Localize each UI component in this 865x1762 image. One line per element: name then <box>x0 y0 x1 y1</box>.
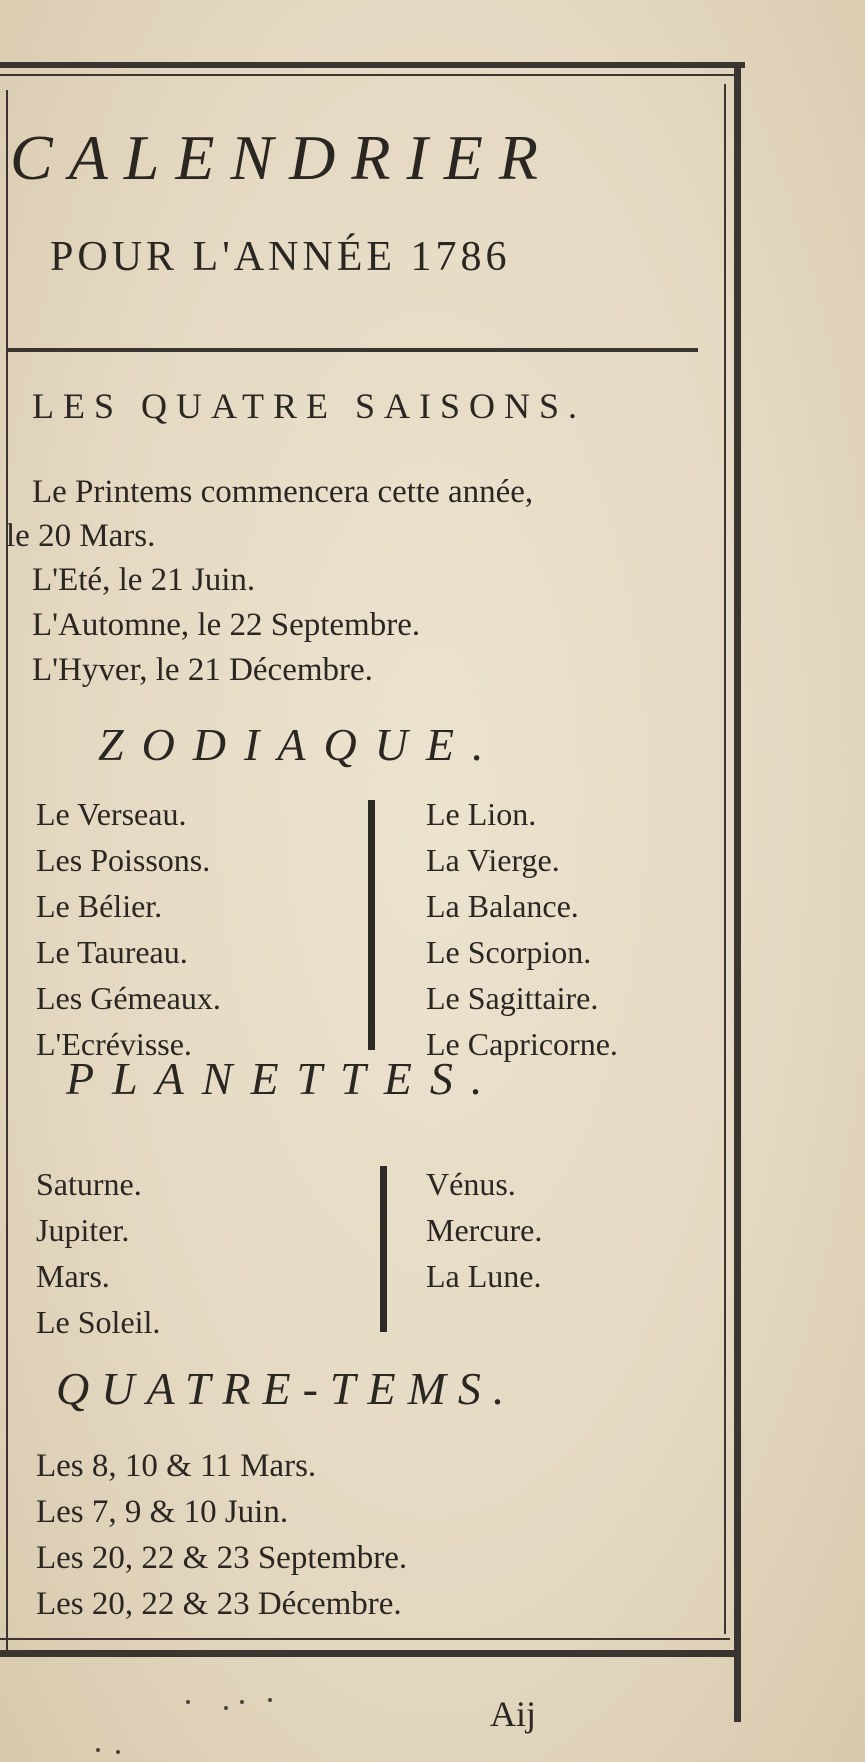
zodiac-column-divider <box>368 800 375 1050</box>
season-line-3: L'Eté, le 21 Juin. <box>32 562 256 598</box>
season-line-1: Le Printems commencera cette année, <box>32 474 534 510</box>
zodiac-left-5: Les Gémeaux. <box>36 980 221 1016</box>
planet-right-2: Mercure. <box>426 1212 543 1248</box>
paper-speck <box>268 1698 272 1702</box>
zodiac-left-2: Les Poissons. <box>36 842 211 878</box>
season-line-2: le 20 Mars. <box>6 518 156 554</box>
planet-right-3: La Lune. <box>426 1258 542 1294</box>
quatre-tems-line-1: Les 8, 10 & 11 Mars. <box>36 1448 317 1484</box>
top-border-thick <box>0 62 745 68</box>
zodiac-right-6: Le Capricorne. <box>426 1026 618 1062</box>
bottom-border-thin <box>0 1638 730 1640</box>
zodiac-right-4: Le Scorpion. <box>426 934 592 970</box>
zodiac-right-1: Le Lion. <box>426 796 537 832</box>
paper-speck <box>186 1700 190 1704</box>
zodiac-right-5: Le Sagittaire. <box>426 980 599 1016</box>
page-subtitle: POUR L'ANNÉE 1786 <box>50 234 511 280</box>
planets-column-divider <box>380 1166 387 1332</box>
title-separator <box>8 348 698 352</box>
zodiac-left-6: L'Ecrévisse. <box>36 1026 192 1062</box>
planet-left-1: Saturne. <box>36 1166 142 1202</box>
bottom-border-thick <box>0 1650 738 1657</box>
right-border-thick <box>734 62 741 1722</box>
quatre-tems-line-2: Les 7, 9 & 10 Juin. <box>36 1494 289 1530</box>
planet-right-1: Vénus. <box>426 1166 516 1202</box>
planets-heading: PLANETTES. <box>66 1053 501 1104</box>
season-line-4: L'Automne, le 22 Septembre. <box>32 607 421 643</box>
planet-left-2: Jupiter. <box>36 1212 130 1248</box>
page-title: CALENDRIER <box>10 122 554 193</box>
paper-speck <box>224 1706 228 1710</box>
left-border <box>6 90 8 1650</box>
paper-speck <box>116 1750 120 1754</box>
zodiac-heading: ZODIAQUE. <box>98 719 502 770</box>
top-border-thin <box>0 74 740 76</box>
quatre-tems-line-4: Les 20, 22 & 23 Décembre. <box>36 1586 402 1622</box>
right-border-thin <box>724 84 726 1634</box>
quatre-tems-heading: QUATRE-TEMS. <box>56 1363 517 1414</box>
planet-left-4: Le Soleil. <box>36 1304 161 1340</box>
zodiac-left-4: Le Taureau. <box>36 934 188 970</box>
planet-left-3: Mars. <box>36 1258 110 1294</box>
zodiac-right-2: La Vierge. <box>426 842 560 878</box>
paper-speck <box>240 1700 244 1704</box>
page-folio: Aij <box>490 1694 537 1734</box>
season-line-5: L'Hyver, le 21 Décembre. <box>32 652 373 688</box>
seasons-heading: LES QUATRE SAISONS. <box>32 386 587 426</box>
paper-speck <box>96 1748 100 1752</box>
zodiac-right-3: La Balance. <box>426 888 579 924</box>
zodiac-left-1: Le Verseau. <box>36 796 187 832</box>
zodiac-left-3: Le Bélier. <box>36 888 163 924</box>
quatre-tems-line-3: Les 20, 22 & 23 Septembre. <box>36 1540 408 1576</box>
